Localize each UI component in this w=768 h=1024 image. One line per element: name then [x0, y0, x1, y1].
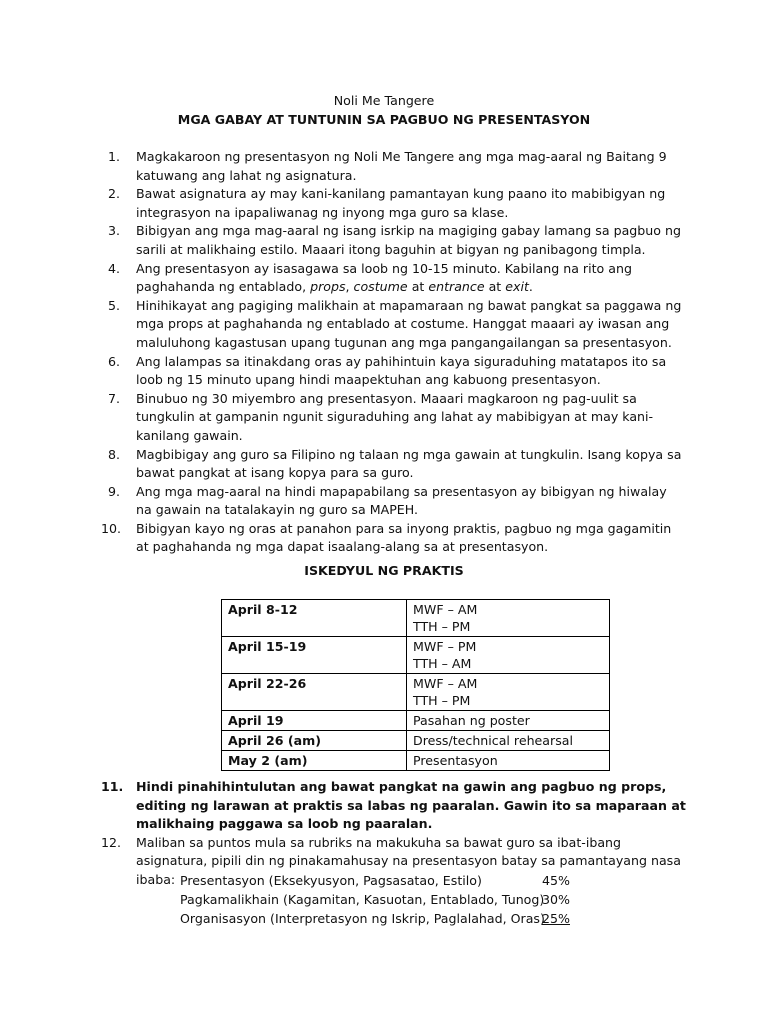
schedule-line: MWF – AM	[413, 602, 478, 617]
scoring-percent: 30%	[542, 892, 570, 907]
scoring-label: Presentasyon (Eksekyusyon, Pagsasatao, Estilo)	[180, 873, 482, 888]
rule-item	[0, 446, 768, 483]
scoring-label: Organisasyon (Interpretasyon ng Iskrip, Paglalahad, Oras)	[180, 911, 545, 926]
table-row	[222, 711, 610, 731]
rule-item	[0, 778, 768, 834]
rule-number: 11.	[101, 779, 124, 794]
rule-text-part: Ang presentasyon ay isasagawa sa loob ng 10-15 minuto. Kabilang na rito ang paghahanda ng entablado,	[136, 260, 632, 295]
schedule-line: TTH – PM	[413, 693, 471, 708]
schedule-date: April 8-12	[222, 600, 407, 637]
rule-text-part: at	[484, 279, 506, 295]
rule-text: Maliban sa puntos mula sa rubriks na makukuha sa bawat guro sa ibat-ibang asignatura, pipili din ng pinakamahusay na presentasyon batay sa pamantayang nasa ibaba:	[136, 834, 681, 887]
schedule-detail: Dress/technical rehearsal	[407, 731, 610, 751]
rule-number: 6.	[108, 353, 121, 369]
rule-item	[0, 390, 768, 446]
schedule-detail: Pasahan ng poster	[407, 711, 610, 731]
schedule-date: May 2 (am)	[222, 751, 407, 771]
rule-number: 9.	[108, 483, 121, 499]
rule-text: Ang mga mag-aaral na hindi mapapabilang sa presentasyon ay bibigyan ng hiwalay na gawain na tatalakayin ng guro sa MAPEH.	[136, 483, 667, 518]
rule-number: 8.	[108, 446, 121, 462]
rule-text: Hinihikayat ang pagiging malikhain at mapamaraan ng bawat pangkat sa paggawa ng mga props at paghahanda ng entablado at costume. Hanggat maaari ay iwasan ang maluluhong kagastusan upang tugunan ang mga pangangailangan sa presentasyon.	[136, 297, 682, 350]
rule-item	[0, 185, 768, 222]
rule-text: Bibigyan kayo ng oras at panahon para sa inyong praktis, pagbuo ng mga gagamitin at paghahanda ng mga dapat isaalang-alang sa at presentasyon.	[136, 520, 672, 555]
rule-number: 10.	[101, 520, 122, 536]
rule-text: Magkakaroon ng presentasyon ng Noli Me Tangere ang mga mag-aaral ng Baitang 9 katuwang ang lahat ng asignatura.	[136, 149, 667, 183]
schedule-date: April 19	[222, 711, 407, 731]
rule-text: Ang lalampas sa itinakdang oras ay pahihintuin kaya siguraduhing matatapos ito sa loob ng 15 minuto upang hindi maapektuhan ang kabuong presentasyon.	[136, 353, 667, 388]
rule-number: 2.	[108, 186, 121, 202]
rule-number: 4.	[108, 260, 121, 276]
rule-number: 3.	[108, 223, 121, 239]
schedule-detail	[407, 674, 610, 711]
rule-text: Magbibigay ang guro sa Filipino ng talaan ng mga gawain at tungkulin. Isang kopya sa bawat pangkat at isang kopya para sa guro.	[136, 446, 682, 481]
rule-emphasis: entrance	[428, 279, 485, 295]
rule-text-part: at	[407, 279, 429, 295]
schedule-line: MWF – AM	[413, 676, 478, 691]
rule-item	[0, 297, 768, 353]
rule-emphasis: costume	[353, 279, 408, 295]
rule-item	[0, 260, 768, 297]
document-subtitle: MGA GABAY AT TUNTUNIN SA PAGBUO NG PRESENTASYON	[177, 112, 591, 127]
table-row	[222, 600, 610, 637]
schedule-title: ISKEDYUL NG PRAKTIS	[304, 563, 464, 578]
rule-item	[0, 353, 768, 390]
scoring-percent: 45%	[542, 873, 570, 888]
rule-item	[0, 520, 768, 557]
rule-text: Hindi pinahihintulutan ang bawat pangkat na gawin ang pagbuo ng props, editing ng larawan at praktis sa labas ng paaralan. Gawin ito sa maparaan at malikhaing paggawa sa loob ng paaralan.	[136, 779, 686, 832]
schedule-detail	[407, 600, 610, 637]
rule-text: Bawat asignatura ay may kani-kanilang pamantayan kung paano ito mabibigyan ng integrasyon na ipapaliwanag ng inyong mga guro sa klase.	[136, 186, 666, 220]
schedule-line: TTH – PM	[413, 619, 471, 634]
schedule-detail: Presentasyon	[407, 751, 610, 771]
schedule-line: TTH – AM	[413, 656, 472, 671]
rule-number: 5.	[108, 297, 121, 313]
rule-item	[0, 148, 768, 185]
schedule-date: April 26 (am)	[222, 731, 407, 751]
rule-emphasis: exit	[505, 279, 529, 295]
schedule-table	[221, 599, 610, 771]
document-title: Noli Me Tangere	[333, 93, 435, 108]
rule-emphasis: props	[310, 279, 346, 295]
rule-text-part: ,	[345, 279, 354, 295]
scoring-percent: 25%	[542, 911, 570, 926]
rule-text: Binubuo ng 30 miyembro ang presentasyon. Maaari magkaroon ng pag-uulit sa tungkulin at gampanin ngunit siguraduhing ang lahat ay mabibigyan at may kani-kanilang gawain.	[136, 390, 654, 443]
table-row	[222, 637, 610, 674]
rule-number: 12.	[101, 834, 122, 850]
rule-item	[0, 222, 768, 259]
scoring-label: Pagkamalikhain (Kagamitan, Kasuotan, Entablado, Tunog)	[180, 892, 545, 907]
table-row	[222, 751, 610, 771]
rule-item	[0, 483, 768, 520]
schedule-date: April 22-26	[222, 674, 407, 711]
schedule-detail	[407, 637, 610, 674]
table-row	[222, 674, 610, 711]
rule-number: 7.	[108, 390, 121, 406]
rule-text-part: .	[528, 279, 533, 295]
schedule-line: MWF – PM	[413, 639, 477, 654]
table-row	[222, 731, 610, 751]
rule-number: 1.	[108, 149, 121, 164]
schedule-date: April 15-19	[222, 637, 407, 674]
rules-list	[0, 148, 768, 557]
rule-text: Bibigyan ang mga mag-aaral ng isang isrkip na magiging gabay lamang sa pagbuo ng sarili at malikhaing estilo. Maaari itong baguhin at bigyan ng panibagong timpla.	[136, 223, 681, 257]
